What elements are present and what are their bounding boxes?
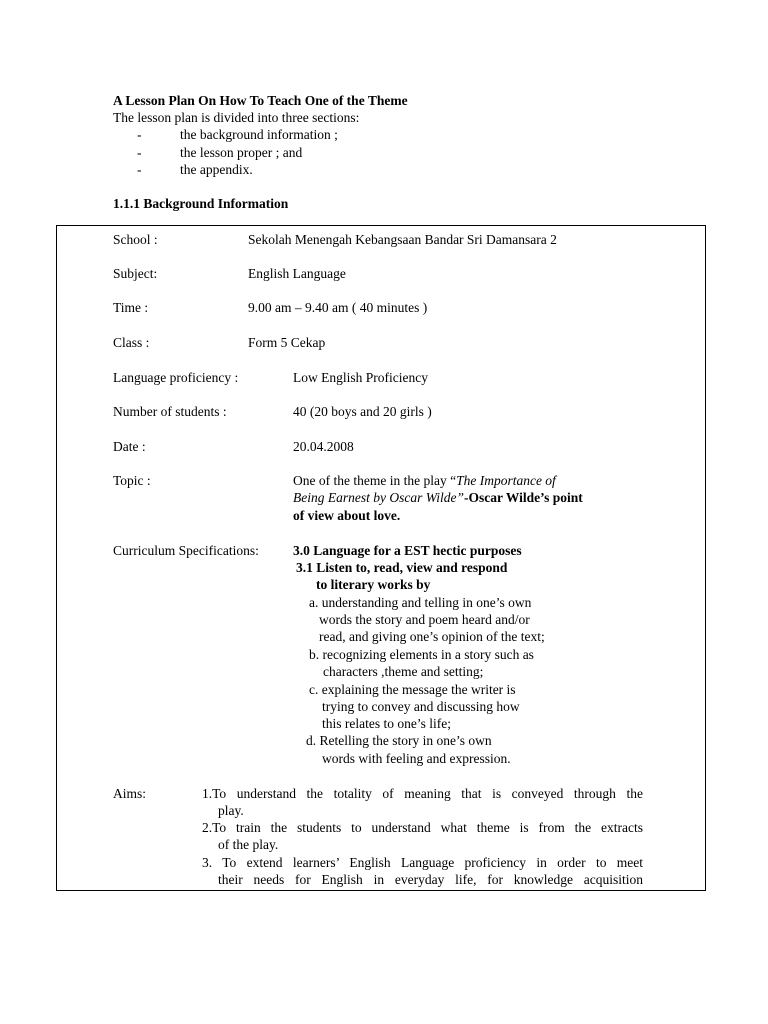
curriculum-subheading: to literary works by — [316, 577, 431, 592]
section-item: the background information ; — [180, 127, 338, 142]
play-title: Being Earnest by Oscar Wilde” — [293, 490, 464, 505]
aim-item-continued: of the play. — [218, 837, 279, 852]
aim-item — [202, 854, 643, 871]
date-label: Date : — [113, 439, 146, 454]
aim-line: 3. To extend learners’ English Language proficiency in order to meet — [202, 855, 643, 870]
class-value: Form 5 Cekap — [248, 335, 326, 350]
curriculum-item: words with feeling and expression. — [322, 751, 511, 766]
aim-line: 1.To understand the totality of meaning that is conveyed through the — [202, 786, 643, 801]
section-dash: - — [137, 162, 142, 177]
aims-label: Aims: — [113, 786, 147, 801]
students-label: Number of students : — [113, 404, 227, 419]
curriculum-item: characters ,theme and setting; — [323, 664, 484, 679]
aim-item — [202, 785, 643, 802]
time-value: 9.00 am – 9.40 am ( 40 minutes ) — [248, 300, 428, 315]
time-label: Time : — [113, 300, 149, 315]
school-label: School : — [113, 232, 158, 247]
topic-line-2 — [293, 489, 583, 506]
proficiency-label: Language proficiency : — [113, 370, 239, 385]
topic-line-3: of view about love. — [293, 508, 401, 523]
date-value: 20.04.2008 — [293, 439, 354, 454]
class-label: Class : — [113, 335, 150, 350]
aim-item-continued: play. — [218, 803, 244, 818]
curriculum-item: a. understanding and telling in one’s own — [309, 595, 532, 610]
curriculum-label: Curriculum Specifications: — [113, 543, 259, 558]
curriculum-item: this relates to one’s life; — [322, 716, 451, 731]
school-value: Sekolah Menengah Kebangsaan Bandar Sri Damansara 2 — [248, 232, 557, 247]
subject-value: English Language — [248, 266, 346, 281]
aim-item — [202, 819, 643, 836]
aim-item-continued — [218, 871, 643, 888]
curriculum-item: d. Retelling the story in one’s own — [306, 733, 492, 748]
students-value: 40 (20 boys and 20 girls ) — [293, 404, 432, 419]
subject-label: Subject: — [113, 266, 158, 281]
topic-bold: -Oscar Wilde’s point — [463, 490, 583, 505]
section-item: the appendix. — [180, 162, 253, 177]
curriculum-item: read, and giving one’s opinion of the text; — [319, 629, 545, 644]
curriculum-item: trying to convey and discussing how — [322, 699, 520, 714]
play-title: The Importance of — [456, 473, 556, 488]
section-subheading: 1.1.1 Background Information — [113, 196, 289, 211]
curriculum-item: words the story and poem heard and/or — [319, 612, 530, 627]
curriculum-subheading: 3.1 Listen to, read, view and respond — [296, 560, 508, 575]
section-dash: - — [137, 145, 142, 160]
section-dash: - — [137, 127, 142, 142]
topic-text: One of the theme in the play “ — [293, 473, 457, 488]
curriculum-heading: 3.0 Language for a EST hectic purposes — [293, 543, 522, 558]
aim-line: their needs for English in everyday life, for knowledge acquisition — [218, 872, 643, 887]
section-item: the lesson proper ; and — [180, 145, 303, 160]
topic-label: Topic : — [113, 473, 151, 488]
topic-line-1 — [293, 472, 556, 489]
document-heading: A Lesson Plan On How To Teach One of the Theme — [113, 93, 408, 108]
curriculum-item: c. explaining the message the writer is — [309, 682, 516, 697]
aim-line: 2.To train the students to understand what theme is from the extracts — [202, 820, 643, 835]
intro-text: The lesson plan is divided into three sections: — [113, 110, 360, 125]
curriculum-item: b. recognizing elements in a story such as — [309, 647, 534, 662]
proficiency-value: Low English Proficiency — [293, 370, 428, 385]
